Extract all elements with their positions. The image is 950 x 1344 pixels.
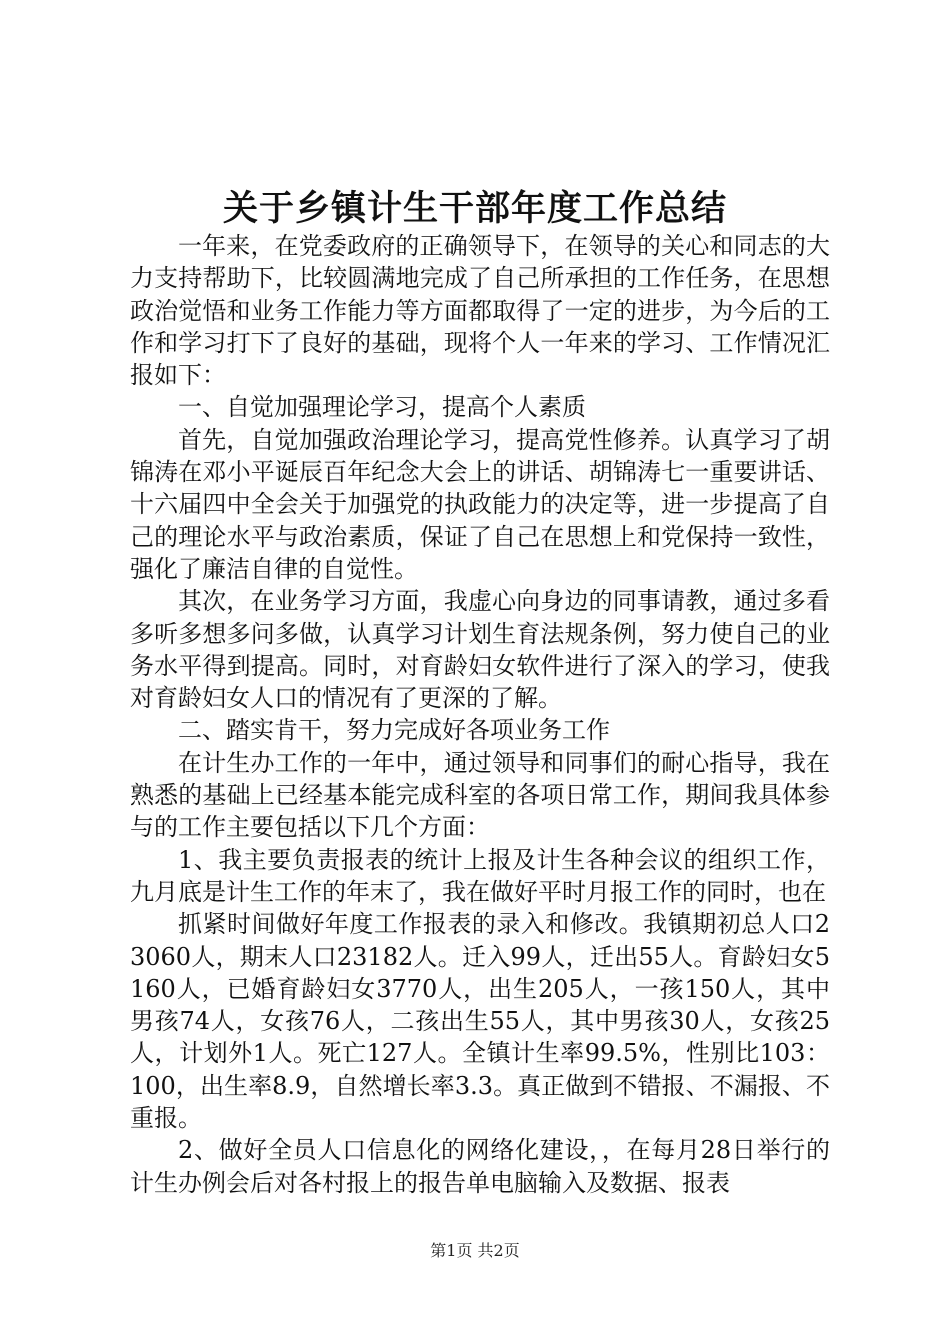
list-item-1: 1、我主要负责报表的统计上报及计生各种会议的组织工作，九月底是计生工作的年末了，我在做好平时月报工作的同时，也在 (130, 845, 830, 906)
paragraph-theory-study: 首先，自觉加强政治理论学习，提高党性修养。认真学习了胡锦涛在邓小平诞辰百年纪念大会上的讲话、胡锦涛七一重要讲话、十六届四中全会关于加强党的执政能力的决定等，进一步提高了自己的理论水平与政治素质，保证了自己在思想上和党保持一致性，强化了廉洁自律的自觉性。 (130, 425, 830, 583)
section-heading-2: 二、踏实肯干，努力完成好各项业务工作 (178, 716, 610, 745)
paragraph-intro: 一年来，在党委政府的正确领导下，在领导的关心和同志的大力支持帮助下，比较圆满地完成了自己所承担的工作任务，在思想政治觉悟和业务工作能力等方面都取得了一定的进步，为今后的工作和学习打下了良好的基础，现将个人一年来的学习、工作情况汇报如下： (130, 232, 830, 390)
document-title: 关于乡镇计生干部年度工作总结 (222, 188, 727, 229)
paragraph-work-overview: 在计生办工作的一年中，通过领导和同事们的耐心指导，我在熟悉的基础上已经基本能完成科室的各项日常工作，期间我具体参与的工作主要包括以下几个方面： (130, 748, 830, 842)
list-item-2: 2、做好全员人口信息化的网络化建设，，在每月28日举行的计生办例会后对各村报上的报告单电脑输入及数据、报表 (130, 1136, 830, 1197)
paragraph-statistics: 抓紧时间做好年度工作报表的录入和修改。我镇期初总人口23060人，期末人口23182人。迁入99人，迁出55人。育龄妇女5160人，已婚育龄妇女3770人，出生205人，一孩150人，其中男孩74人，女孩76人，二孩出生55人，其中男孩30人，女孩25人，计划外1人。死亡127人。全镇计生率99.5%，性别比103：100，出生率8.9，自然增长率3.3。真正做到不错报、不漏报、不重报。 (130, 910, 830, 1133)
page-footer: 第1页 共2页 (430, 1241, 520, 1260)
document-body (130, 230, 830, 1199)
section-heading-1: 一、自觉加强理论学习，提高个人素质 (178, 393, 586, 422)
paragraph-business-study: 其次，在业务学习方面，我虚心向身边的同事请教，通过多看多听多想多问多做，认真学习计划生育法规条例，努力使自己的业务水平得到提高。同时，对育龄妇女软件进行了深入的学习，使我对育龄妇女人口的情况有了更深的了解。 (130, 587, 830, 713)
